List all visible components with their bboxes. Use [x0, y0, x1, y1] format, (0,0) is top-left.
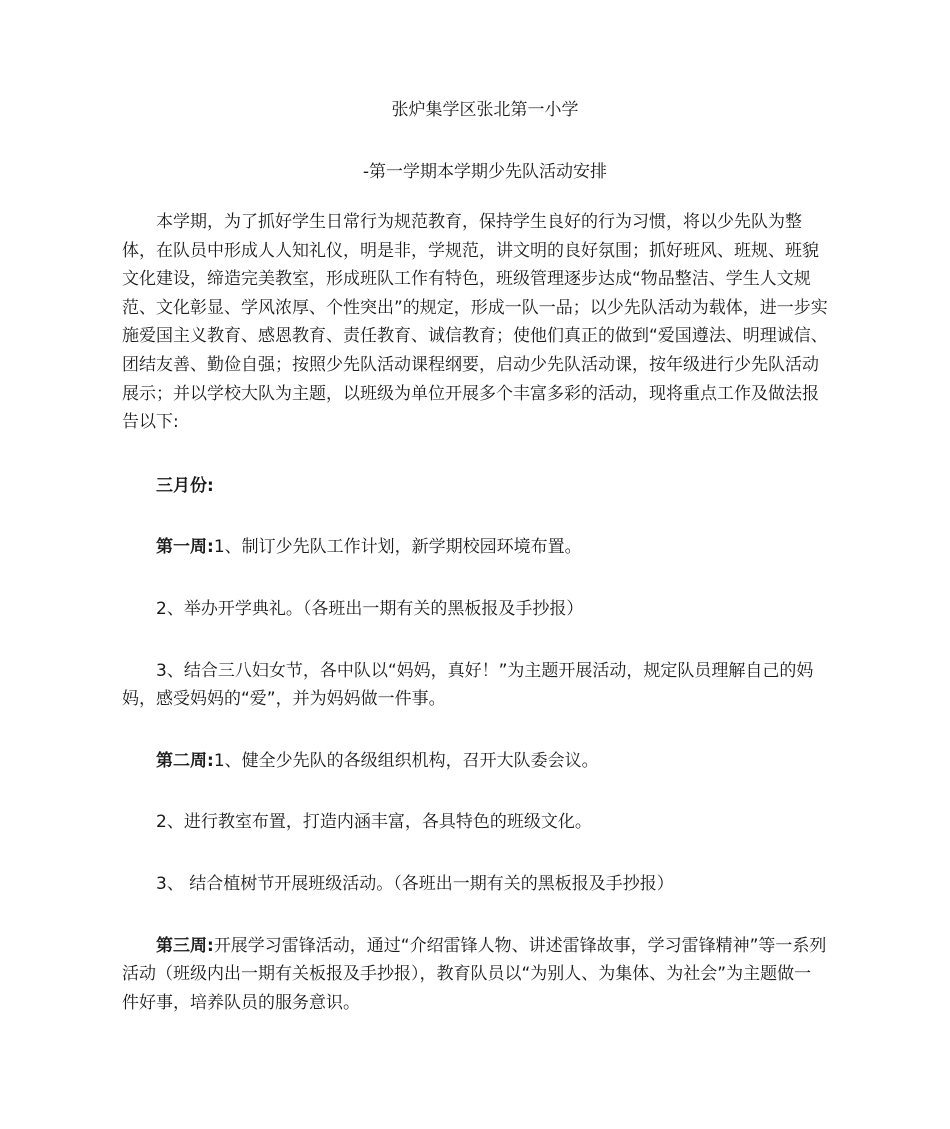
week1-item3: 3、结合三八妇女节，各中队以“妈妈，真好！”为主题开展活动，规定队员理解自己的妈妈，感受妈妈的“爱”，并为妈妈做一件事。 [122, 660, 814, 710]
week1-label: 第一周: [156, 537, 214, 558]
week1-item1 [122, 533, 828, 562]
school-title: 张炉集学区张北第一小学 [391, 100, 579, 120]
week3-label: 第三周: [156, 935, 214, 956]
week2-item1-text: 1、健全少先队的各级组织机构，召开大队委会议。 [213, 750, 599, 771]
intro-paragraph: 本学期，为了抓好学生日常行为规范教育，保持学生良好的行为习惯，将以少先队为整体，在队员中形成人人知礼仪，明是非，学规范，讲文明的良好氛围；抓好班风、班规、班貌文化建设，缔造完美教室，形成班队工作有特色，班级管理逐步达成“物品整洁、学生人文规范、文化彰显、学风浓厚、个性突出”的规定，形成一队一品；以少先队活动为载体，进一步实施爱国主义教育、感恩教育、责任教育、诚信教育；使他们真正的做到“爱国遵法、明理诚信、团结友善、勤俭自强；按照少先队活动课程纲要，启动少先队活动课，按年级进行少先队活动展示；并以学校大队为主题，以班级为单位开展多个丰富多彩的活动，现将重点工作及做法报告以下: [122, 212, 828, 433]
week1-item1-text: 1、制订少先队工作计划，新学期校园环境布置。 [213, 537, 582, 558]
week1-item2: 2、举办开学典礼。（各班出一期有关的黑板报及手抄报） [156, 598, 584, 619]
week3-text: 开展学习雷锋活动，通过“介绍雷锋人物、讲述雷锋故事，学习雷锋精神”等一系列活动（班级内出一期有关板报及手抄报），教育队员以“为别人、为集体、为社会”为主题做一件好事，培养队员的服务意识。 [122, 935, 827, 1013]
week3-paragraph [122, 932, 828, 1018]
month-heading: 三月份: [156, 475, 214, 496]
plan-subtitle: -第一学期本学期少先队活动安排 [362, 162, 608, 182]
week2-item2: 2、进行教室布置，打造内涵丰富，各具特色的班级文化。 [156, 812, 592, 833]
week2-item1 [122, 747, 828, 776]
week2-item3: 3、 结合植树节开展班级活动。（各班出一期有关的黑板报及手抄报） [156, 873, 674, 894]
week2-label: 第二周: [156, 750, 214, 771]
